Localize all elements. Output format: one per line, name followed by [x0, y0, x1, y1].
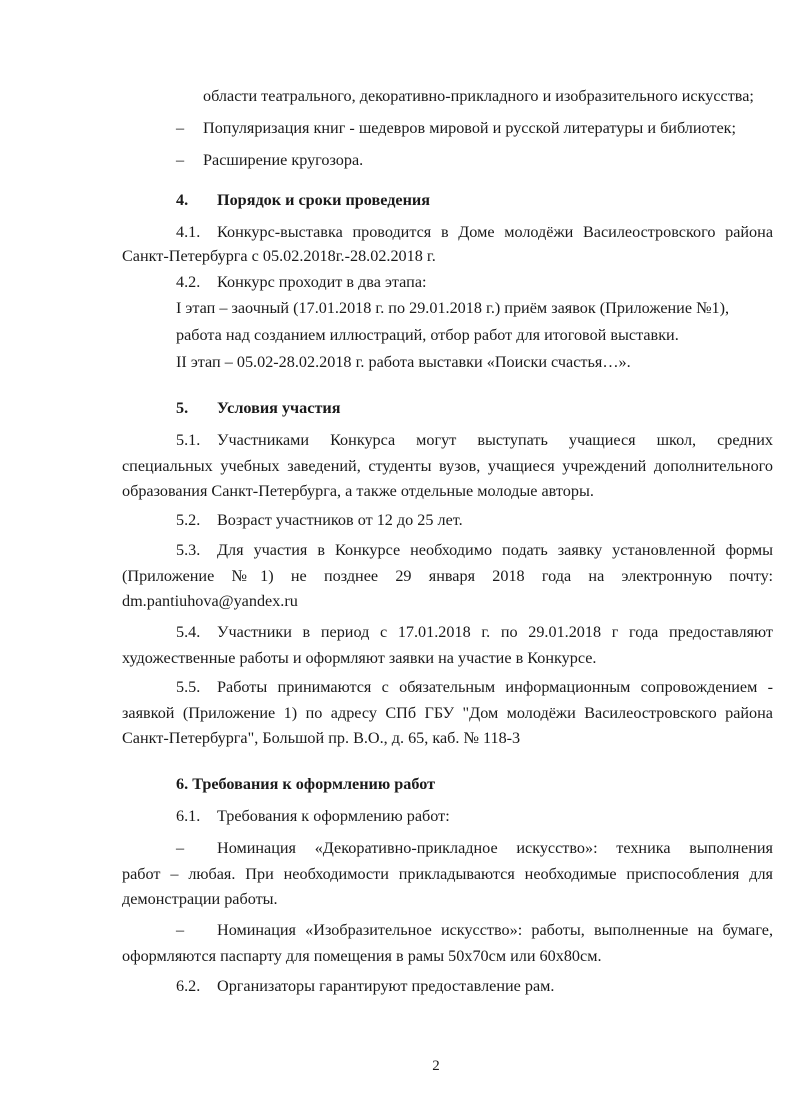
- list-dash: –: [176, 119, 185, 137]
- list-dash: –: [176, 151, 185, 169]
- page-number: 2: [432, 1058, 440, 1074]
- clause-4-2-line: Конкурс проходит в два этапа:: [217, 273, 427, 291]
- clause-4-2-line: I этап – заочный (17.01.2018 г. по 29.01.2018 г.) приём заявок (Приложение №1),: [176, 299, 730, 317]
- clause-6-2-line: Организаторы гарантируют предоставление рам.: [217, 977, 555, 995]
- clause-5-1-line: Участниками Конкурса могут выступать учащиеся школ, средних: [217, 431, 773, 449]
- nomination-fine-art-line: Номинация «Изобразительное искусство»: работы, выполненные на бумаге,: [217, 921, 773, 939]
- list-item-books: Популяризация книг - шедевров мировой и русской литературы и библиотек;: [203, 119, 737, 137]
- list-dash: –: [176, 921, 185, 939]
- clause-5-5-line: Санкт-Петербурга", Большой пр. В.О., д. 65, каб. № 118-3: [122, 729, 521, 747]
- nomination-decorative-line: Номинация «Декоративно-прикладное искусство»: техника выполнения: [217, 839, 773, 857]
- nomination-decorative-line: демонстрации работы.: [122, 890, 278, 908]
- clause-5-1-line: специальных учебных заведений, студенты вузов, учащиеся учреждений дополнительного: [122, 457, 773, 475]
- list-item-horizon: Расширение кругозора.: [203, 151, 364, 169]
- clause-5-3-email: dm.pantiuhova@yandex.ru: [122, 592, 298, 610]
- clause-6-1-line: Требования к оформлению работ:: [217, 807, 450, 825]
- clause-5-4-line: Участники в период с 17.01.2018 г. по 29.01.2018 г года предоставляют: [217, 623, 773, 641]
- clause-5-2-line: Возраст участников от 12 до 25 лет.: [217, 511, 463, 529]
- clause-4-2-line: работа над созданием иллюстраций, отбор работ для итоговой выставки.: [176, 326, 679, 344]
- clause-5-4-line: художественные работы и оформляют заявки на участие в Конкурсе.: [122, 649, 597, 667]
- section-6-title: 6. Требования к оформлению работ: [176, 775, 436, 793]
- section-4-number: 4.: [176, 191, 189, 209]
- clause-5-4-number: 5.4.: [176, 623, 201, 641]
- clause-4-2-line: II этап – 05.02-28.02.2018 г. работа выставки «Поиски счастья…».: [176, 353, 631, 371]
- clause-6-2-number: 6.2.: [176, 977, 201, 995]
- clause-5-5-number: 5.5.: [176, 678, 201, 696]
- nomination-fine-art-line: оформляются паспарту для помещения в рамы 50х70см или 60х80см.: [122, 947, 602, 965]
- clause-5-3-number: 5.3.: [176, 541, 201, 559]
- nomination-decorative-line: работ – любая. При необходимости прикладываются необходимые приспособления для: [122, 865, 773, 883]
- clause-4-1-line: Конкурс-выставка проводится в Доме молодёжи Василеостровского района: [217, 223, 773, 241]
- clause-5-5-line: Работы принимаются с обязательным информационным сопровождением -: [217, 678, 773, 696]
- section-5-number: 5.: [176, 399, 189, 417]
- list-dash: –: [176, 839, 185, 857]
- clause-6-1-number: 6.1.: [176, 807, 201, 825]
- section-4-title: Порядок и сроки проведения: [217, 191, 430, 209]
- clause-4-1-number: 4.1.: [176, 223, 201, 241]
- section-5-title: Условия участия: [217, 399, 341, 417]
- list-item-continuation: области театрального, декоративно-прикладного и изобразительного искусства;: [203, 87, 754, 105]
- clause-5-5-line: заявкой (Приложение 1) по адресу СПб ГБУ "Дом молодёжи Василеостровского района: [122, 704, 773, 722]
- clause-4-2-number: 4.2.: [176, 273, 201, 291]
- clause-5-2-number: 5.2.: [176, 511, 201, 529]
- clause-5-1-number: 5.1.: [176, 431, 201, 449]
- clause-4-1-line: Санкт-Петербурга с 05.02.2018г.-28.02.2018 г.: [122, 247, 436, 265]
- clause-5-1-line: образования Санкт-Петербурга, а также отдельные молодые авторы.: [122, 482, 594, 500]
- clause-5-3-line: Для участия в Конкурсе необходимо подать заявку установленной формы: [217, 541, 773, 559]
- clause-5-3-line: (Приложение №1) не позднее 29 января 2018 года на электронную почту:: [122, 567, 773, 585]
